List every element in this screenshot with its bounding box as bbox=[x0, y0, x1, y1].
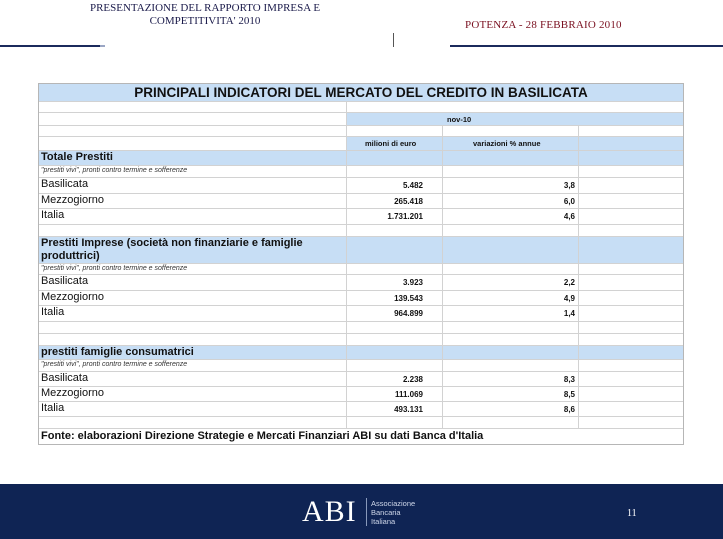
header-rule-right bbox=[450, 45, 723, 47]
section-title-consumer-loans: prestiti famiglie consumatrici bbox=[41, 346, 194, 358]
value-variation: 8,6 bbox=[563, 405, 575, 414]
value-variation: 3,8 bbox=[563, 181, 575, 190]
value-variation: 8,5 bbox=[563, 390, 575, 399]
abi-name-line1: Associazione bbox=[371, 499, 416, 508]
value-variation: 1,4 bbox=[563, 309, 575, 318]
value-millions: 5.482 bbox=[402, 181, 423, 190]
source-note: Fonte: elaborazioni Direzione Strategie e Mercati Finanziari ABI su dati Banca d'Italia bbox=[41, 430, 484, 442]
section-title-business-loans-line1: Prestiti Imprese (società non finanziarie e famiglie bbox=[41, 237, 303, 249]
section-note: "prestiti vivi", pronti contro termine e sofferenze bbox=[41, 361, 188, 368]
table-title: PRINCIPALI INDICATORI DEL MERCATO DEL CREDITO IN BASILICATA bbox=[134, 85, 588, 100]
presentation-title-line2: COMPETITIVITA' 2010 bbox=[149, 15, 261, 27]
event-date: POTENZA - 28 FEBBRAIO 2010 bbox=[465, 19, 622, 31]
row-label: Mezzogiorno bbox=[41, 291, 104, 303]
value-variation: 4,6 bbox=[563, 212, 575, 221]
row-label: Italia bbox=[41, 209, 65, 221]
value-millions: 111.069 bbox=[394, 390, 423, 399]
value-variation: 8,3 bbox=[563, 375, 575, 384]
row-label: Italia bbox=[41, 402, 65, 414]
row-label: Mezzogiorno bbox=[41, 194, 104, 206]
abi-logo: ABI bbox=[302, 495, 357, 528]
logo-separator bbox=[366, 498, 367, 526]
value-millions: 3.923 bbox=[402, 278, 423, 287]
abi-full-name bbox=[371, 499, 415, 526]
value-millions: 265.418 bbox=[394, 197, 423, 206]
value-millions: 493.131 bbox=[394, 405, 423, 414]
footer-bar bbox=[0, 484, 723, 539]
value-variation: 4,9 bbox=[563, 294, 575, 303]
section1-band bbox=[39, 150, 683, 165]
value-millions: 1.731.201 bbox=[387, 212, 423, 221]
section-title-total-loans: Totale Prestiti bbox=[41, 151, 113, 163]
value-millions: 964.899 bbox=[394, 309, 423, 318]
credit-indicators-table bbox=[38, 83, 684, 445]
section-note: "prestiti vivi", pronti contro termine e sofferenze bbox=[41, 265, 188, 272]
value-variation: 2,2 bbox=[563, 278, 575, 287]
row-label: Basilicata bbox=[41, 372, 89, 384]
header-rule-gap bbox=[100, 45, 105, 47]
value-millions: 2.238 bbox=[402, 375, 423, 384]
abi-name-line2: Bancaria bbox=[371, 508, 401, 517]
section-note: "prestiti vivi", pronti contro termine e sofferenze bbox=[41, 167, 188, 174]
value-variation: 6,0 bbox=[563, 197, 575, 206]
period-label: nov-10 bbox=[447, 115, 472, 124]
page-number: 11 bbox=[627, 508, 637, 519]
column-header-millions: milioni di euro bbox=[365, 139, 417, 148]
column-header-variation: variazioni % annue bbox=[473, 139, 541, 148]
section-title-business-loans-line2: produttrici) bbox=[41, 250, 100, 262]
row-label: Mezzogiorno bbox=[41, 387, 104, 399]
header-rule-left bbox=[0, 45, 100, 47]
presentation-title-line1: PRESENTAZIONE DEL RAPPORTO IMPRESA E bbox=[89, 2, 321, 14]
header-tick bbox=[393, 33, 394, 47]
abi-name-line3: Italiana bbox=[371, 517, 396, 526]
row-label: Basilicata bbox=[41, 275, 89, 287]
presentation-title bbox=[40, 2, 370, 28]
row-label: Basilicata bbox=[41, 178, 89, 190]
period-band bbox=[346, 112, 683, 125]
value-millions: 139.543 bbox=[394, 294, 423, 303]
row-label: Italia bbox=[41, 306, 65, 318]
